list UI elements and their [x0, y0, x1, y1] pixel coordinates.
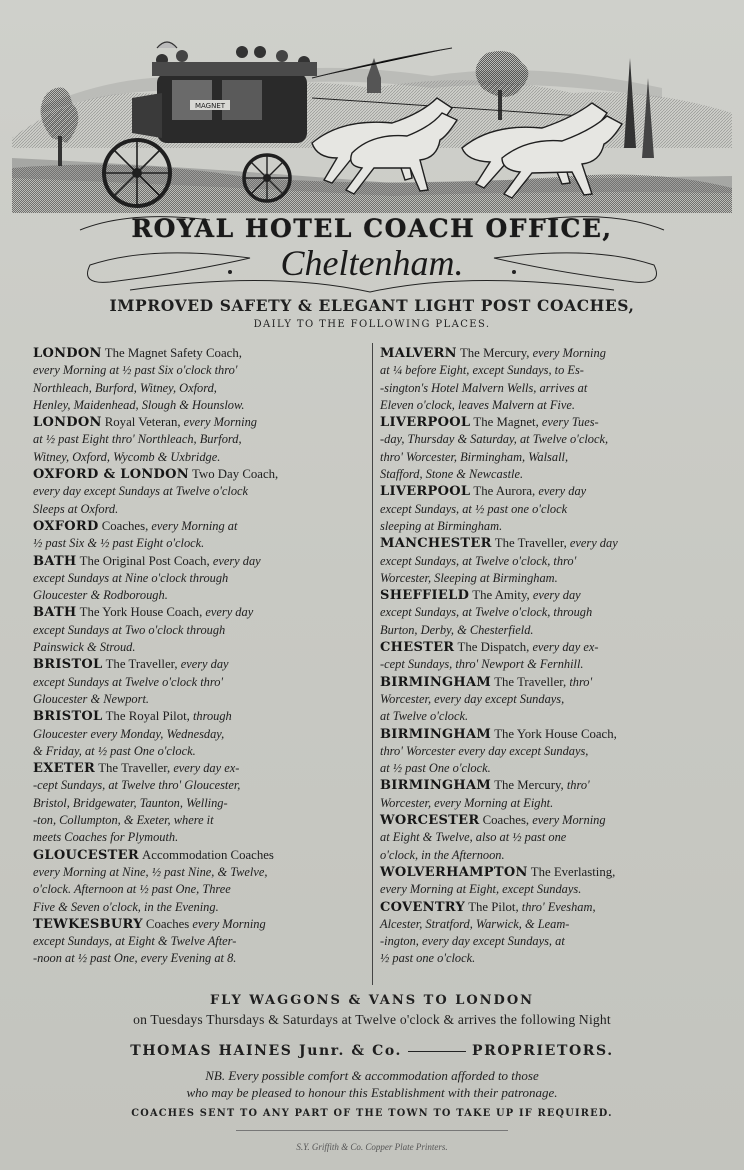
- route-detail-line: Sleeps at Oxford.: [33, 501, 119, 516]
- route-heading-line: [33, 708, 368, 725]
- title-block: [0, 214, 744, 283]
- route-place: CHESTER: [380, 640, 455, 656]
- route-place: BATH: [33, 553, 77, 569]
- route-note: every Morning: [183, 415, 257, 430]
- route-note: thro' Evesham,: [521, 899, 596, 914]
- route-detail-line: -ton, Collumpton, & Exeter, where it: [33, 813, 214, 828]
- route-place: LIVERPOOL: [380, 484, 471, 500]
- nb-line-1: NB. Every possible comfort & accommodation afforded to those: [205, 1068, 539, 1083]
- route-entry: [33, 847, 368, 916]
- route-place: LONDON: [33, 346, 102, 361]
- route-coach: The Aurora,: [473, 484, 536, 499]
- route-note: every day: [569, 536, 618, 551]
- route-coach: The Magnet,: [473, 415, 539, 430]
- route-note: every day: [538, 484, 587, 499]
- route-note: every Morning: [532, 346, 606, 360]
- route-coach: The Magnet Safety Coach,: [104, 346, 242, 360]
- route-detail-line: Bristol, Bridgewater, Taunton, Welling-: [33, 795, 228, 810]
- route-detail-line: every day except Sundays at Twelve o'clock: [33, 484, 249, 499]
- route-place: MANCHESTER: [380, 536, 492, 552]
- route-coach: The York House Coach,: [79, 605, 203, 620]
- route-heading-line: [380, 812, 720, 829]
- route-heading-line: [33, 553, 368, 570]
- route-detail-line: sleeping at Birmingham.: [380, 518, 503, 533]
- route-detail-line: at Eight & Twelve, also at ½ past one: [380, 830, 567, 845]
- route-detail-line: Gloucester every Monday, Wednesday,: [33, 726, 225, 741]
- route-detail-line: Gloucester & Rodborough.: [33, 588, 168, 603]
- route-entry: [33, 345, 368, 414]
- route-heading-line: [380, 535, 720, 552]
- route-detail-line: thro' Worcester, Birmingham, Walsall,: [380, 449, 569, 464]
- route-entry: [33, 518, 368, 553]
- route-heading-line: [33, 518, 368, 535]
- route-detail-line: Gloucester & Newport.: [33, 691, 149, 706]
- route-note: through: [192, 709, 232, 724]
- route-detail-line: ½ past Six & ½ past Eight o'clock.: [33, 536, 205, 551]
- route-heading-line: [380, 899, 720, 916]
- nota-bene: [0, 1067, 744, 1101]
- route-detail-line: every Morning at Nine, ½ past Nine, & Twelve,: [33, 864, 268, 879]
- route-place: WOLVERHAMPTON: [380, 864, 528, 880]
- route-entry: [380, 674, 720, 726]
- route-detail-line: except Sundays, at ½ past one o'clock: [380, 501, 568, 516]
- fly-waggons-title: FLY WAGGONS & VANS TO LONDON: [209, 993, 535, 1008]
- route-entry: [33, 414, 368, 466]
- route-detail-line: Northleach, Burford, Witney, Oxford,: [33, 380, 217, 395]
- route-detail-line: at ¼ before Eight, except Sundays, to Es-: [380, 363, 584, 378]
- route-place: COVENTRY: [380, 899, 466, 915]
- route-note: thro': [566, 778, 590, 793]
- route-detail-line: Worcester, every Morning at Eight.: [380, 795, 554, 810]
- route-detail-line: Five & Seven o'clock, in the Evening.: [33, 899, 219, 914]
- route-entry: [380, 864, 720, 899]
- route-entry: [380, 345, 720, 414]
- route-detail-line: -cept Sundays, thro' Newport & Fernhill.: [380, 657, 584, 672]
- route-heading-line: [33, 656, 368, 673]
- route-heading-line: [380, 639, 720, 656]
- route-coach: The Mercury,: [494, 778, 564, 793]
- route-detail-line: & Friday, at ½ past One o'clock.: [33, 743, 196, 758]
- route-detail-line: -sington's Hotel Malvern Wells, arrives at: [380, 380, 588, 395]
- route-place: GLOUCESTER: [33, 847, 139, 863]
- route-coach: The Traveller,: [494, 536, 567, 551]
- route-detail-line: Witney, Oxford, Wycomb & Uxbridge.: [33, 449, 221, 464]
- route-detail-line: except Sundays at Twelve o'clock thro': [33, 674, 224, 689]
- route-coach: The Pilot,: [468, 899, 519, 914]
- route-place: BRISTOL: [33, 657, 103, 673]
- route-place: BIRMINGHAM: [380, 674, 492, 690]
- route-entry: [33, 466, 368, 518]
- route-detail-line: meets Coaches for Plymouth.: [33, 830, 179, 845]
- route-detail-line: thro' Worcester every day except Sundays,: [380, 743, 589, 758]
- printer-credit: S.Y. Griffith & Co. Copper Plate Printers.: [296, 1142, 448, 1152]
- route-note: every day ex-: [532, 640, 599, 655]
- route-detail-line: o'clock, in the Afternoon.: [380, 847, 505, 862]
- route-detail-line: except Sundays at Nine o'clock through: [33, 570, 229, 585]
- route-note: every Morning: [532, 813, 606, 828]
- route-coach: The Traveller,: [105, 657, 178, 672]
- route-note: every day: [212, 553, 261, 568]
- route-coach: Coaches: [145, 916, 190, 931]
- route-heading-line: [380, 587, 720, 604]
- route-entry: [33, 760, 368, 846]
- route-detail-line: o'clock. Afternoon at ½ past One, Three: [33, 882, 231, 897]
- bottom-rule: [236, 1130, 508, 1131]
- stagecoach-engraving: [12, 18, 732, 213]
- route-place: OXFORD & LONDON: [33, 467, 189, 483]
- route-detail-line: except Sundays, at Twelve o'clock, thro': [380, 553, 577, 568]
- route-detail-line: except Sundays, at Twelve o'clock, through: [380, 605, 593, 620]
- route-note: every day ex-: [173, 761, 240, 776]
- route-coach: The Original Post Coach,: [79, 553, 210, 568]
- route-place: OXFORD: [33, 518, 99, 534]
- route-heading-line: [380, 483, 720, 500]
- footer: [0, 991, 744, 1121]
- route-coach: Royal Veteran,: [104, 415, 181, 430]
- route-coach: Coaches,: [482, 813, 530, 828]
- route-entry: [380, 414, 720, 483]
- route-coach: The Traveller,: [494, 674, 567, 689]
- route-note: thro': [569, 674, 593, 689]
- route-place: BIRMINGHAM: [380, 778, 492, 794]
- coach-sign: MAGNET: [194, 102, 226, 110]
- main-title: ROYAL HOTEL COACH OFFICE,: [131, 214, 613, 243]
- proprietor-rule: [408, 1051, 466, 1052]
- route-detail-line: at ½ past One o'clock.: [380, 761, 491, 776]
- route-detail-line: Burton, Derby, & Chesterfield.: [380, 622, 534, 637]
- route-coach: The Royal Pilot,: [105, 709, 190, 724]
- route-place: MALVERN: [380, 346, 457, 361]
- route-coach: The Traveller,: [98, 761, 171, 776]
- route-entry: [380, 535, 720, 587]
- proprietors-line: [0, 1041, 744, 1061]
- route-coach: The Dispatch,: [457, 640, 530, 655]
- route-entry: [380, 587, 720, 639]
- route-entry: [33, 553, 368, 605]
- route-place: BIRMINGHAM: [380, 726, 492, 742]
- route-entry: [380, 777, 720, 812]
- route-detail-line: except Sundays, at Eight & Twelve After-: [33, 934, 237, 949]
- route-coach: The Amity,: [472, 588, 530, 603]
- route-entry: [380, 812, 720, 864]
- route-detail-line: Henley, Maidenhead, Slough & Hounslow.: [33, 397, 245, 412]
- route-entry: [33, 916, 368, 968]
- proprietor-name: THOMAS HAINES Junr. & Co.: [130, 1043, 403, 1059]
- route-entry: [380, 899, 720, 968]
- coaches-sent-notice: COACHES SENT TO ANY PART OF THE TOWN TO TAKE UP IF REQUIRED.: [131, 1108, 613, 1119]
- route-heading-line: [33, 760, 368, 777]
- route-detail-line: Stafford, Stone & Newcastle.: [380, 467, 524, 482]
- route-heading-line: [380, 726, 720, 743]
- route-coach: Two Day Coach,: [192, 467, 279, 482]
- route-heading-line: [380, 345, 720, 362]
- route-heading-line: [33, 916, 368, 933]
- route-detail-line: Worcester, every day except Sundays,: [380, 691, 565, 706]
- route-coach: Accommodation Coaches: [142, 847, 274, 862]
- fly-waggons-detail: on Tuesdays Thursdays & Saturdays at Twelve o'clock & arrives the following Night: [133, 1012, 611, 1027]
- route-entry: [380, 639, 720, 674]
- route-place: TEWKESBURY: [33, 916, 143, 932]
- route-heading-line: [33, 466, 368, 483]
- route-detail-line: -day, Thursday & Saturday, at Twelve o'clock,: [380, 432, 609, 447]
- route-heading-line: [380, 414, 720, 431]
- route-heading-line: [33, 847, 368, 864]
- route-coach: Coaches,: [101, 518, 149, 533]
- route-entry: [380, 726, 720, 778]
- route-detail-line: -ington, every day except Sundays, at: [380, 934, 565, 949]
- route-detail-line: -cept Sundays, at Twelve thro' Gloucester,: [33, 778, 241, 793]
- route-place: SHEFFIELD: [380, 588, 470, 604]
- route-coach: The York House Coach,: [494, 726, 617, 741]
- route-detail-line: every Morning at Eight, except Sundays.: [380, 882, 582, 897]
- route-entry: [33, 656, 368, 708]
- route-detail-line: every Morning at ½ past Six o'clock thro': [33, 363, 238, 378]
- route-heading-line: [380, 777, 720, 794]
- route-note: every day: [532, 588, 581, 603]
- route-note: every Morning at: [151, 518, 238, 533]
- route-place: BRISTOL: [33, 709, 103, 725]
- route-note: every Tues-: [541, 415, 599, 430]
- route-place: LONDON: [33, 415, 102, 431]
- route-detail-line: except Sundays at Two o'clock through: [33, 622, 226, 637]
- route-detail-line: at ½ past Eight thro' Northleach, Burford,: [33, 432, 242, 447]
- route-detail-line: at Twelve o'clock.: [380, 709, 469, 724]
- route-entry: [33, 604, 368, 656]
- route-place: BATH: [33, 605, 77, 621]
- left-route-column: [33, 345, 368, 968]
- proprietor-label: PROPRIETORS.: [472, 1043, 614, 1059]
- route-note: every day: [205, 605, 254, 620]
- column-divider: [372, 343, 373, 985]
- right-route-column: [380, 345, 720, 968]
- town-name: Cheltenham.: [280, 243, 464, 283]
- route-heading-line: [380, 674, 720, 691]
- nb-line-2: who may be pleased to honour this Establishment with their patronage.: [186, 1085, 558, 1100]
- route-detail-line: Worcester, Sleeping at Birmingham.: [380, 570, 558, 585]
- route-place: LIVERPOOL: [380, 415, 471, 431]
- route-heading-line: [33, 604, 368, 621]
- route-coach: The Mercury,: [459, 346, 530, 360]
- route-detail-line: Eleven o'clock, leaves Malvern at Five.: [380, 397, 575, 412]
- route-heading-line: [33, 345, 368, 362]
- route-heading-line: [33, 414, 368, 431]
- route-place: EXETER: [33, 761, 96, 777]
- route-note: every Morning: [192, 916, 266, 931]
- route-detail-line: -noon at ½ past One, every Evening at 8.: [33, 951, 237, 966]
- route-heading-line: [380, 864, 720, 881]
- route-entry: [33, 708, 368, 760]
- route-detail-line: ½ past one o'clock.: [380, 951, 476, 966]
- route-detail-line: Painswick & Stroud.: [33, 640, 136, 655]
- route-entry: [380, 483, 720, 535]
- route-detail-line: Alcester, Stratford, Warwick, & Leam-: [380, 916, 570, 931]
- route-note: every day: [180, 657, 229, 672]
- tagline-daily: DAILY TO THE FOLLOWING PLACES.: [253, 319, 491, 330]
- route-place: WORCESTER: [380, 813, 480, 829]
- tagline: IMPROVED SAFETY & ELEGANT LIGHT POST COACHES,: [109, 296, 635, 315]
- route-coach: The Everlasting,: [530, 864, 616, 879]
